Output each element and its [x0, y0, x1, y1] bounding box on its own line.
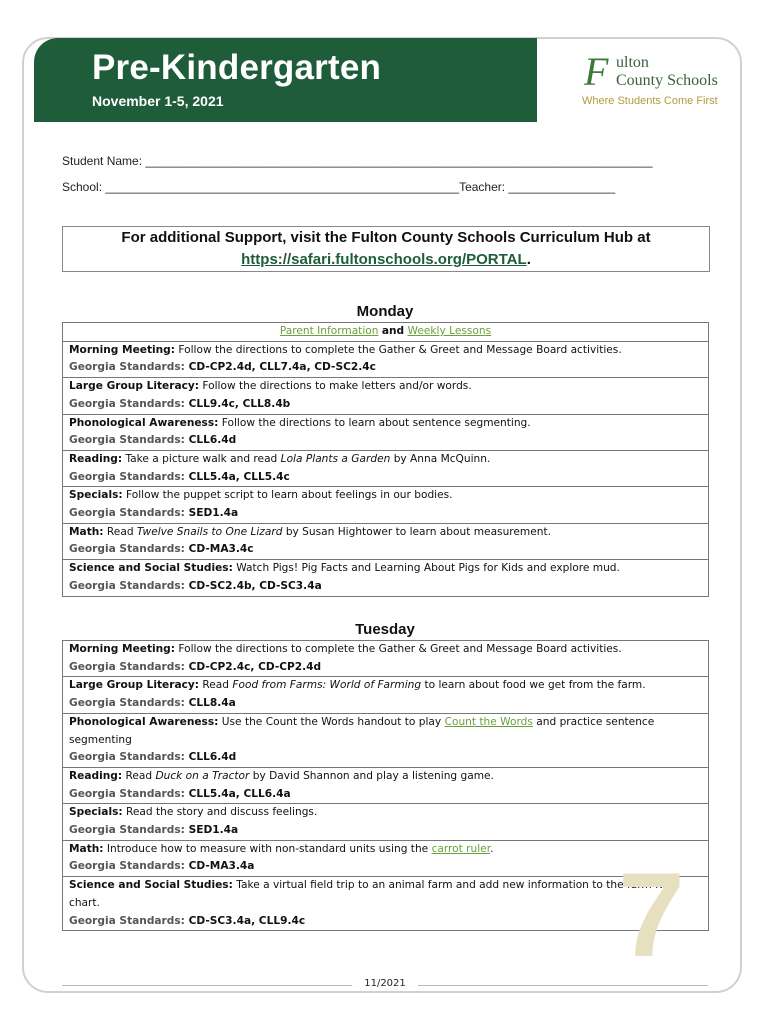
school-teacher-field[interactable]: School: _____________________________________________________Teacher: ________________ [62, 180, 616, 194]
activity-text-end: to learn about food we get from the farm. [424, 679, 646, 692]
tuesday-heading: Tuesday [355, 621, 415, 638]
activity-cell [63, 713, 709, 767]
page-title: Pre-Kindergarten [92, 48, 382, 87]
fulton-county-schools-logo [578, 48, 718, 112]
standards-label: Georgia Standards: [69, 507, 185, 520]
activity-text: Follow the directions to make letters and/or words. [202, 380, 472, 393]
standards-label: Georgia Standards: [69, 470, 185, 483]
date-range: November 1-5, 2021 [92, 93, 224, 109]
activity-cell [63, 378, 709, 414]
book-title: Duck on a Tractor [155, 769, 250, 782]
standards-label: Georgia Standards: [69, 824, 185, 837]
activity-row [63, 840, 709, 876]
activity-text: Follow the puppet script to learn about feelings in our bodies. [126, 489, 453, 502]
monday-links-row [63, 323, 709, 342]
georgia-standards [69, 749, 702, 767]
activity-text: Take a virtual field trip to an animal farm and add new information to the farm KWL chart. [69, 879, 679, 909]
activity-cell [63, 414, 709, 450]
activity-description [69, 714, 702, 749]
support-text: For additional Support, visit the Fulton County Schools Curriculum Hub at [121, 229, 651, 246]
standards-label: Georgia Standards: [69, 434, 185, 447]
activity-text: Read [202, 679, 230, 692]
activity-description [69, 677, 702, 695]
standards-codes: SED1.4a [188, 824, 239, 837]
activity-text-end: and practice sentence segmenting [69, 715, 655, 746]
resource-link[interactable]: carrot ruler [431, 842, 491, 855]
activity-text: Take a picture walk and read [125, 452, 278, 465]
standards-label: Georgia Standards: [69, 579, 185, 592]
georgia-standards [69, 858, 702, 876]
standards-codes: CLL6.4d [188, 434, 237, 447]
standards-label: Georgia Standards: [69, 914, 185, 927]
georgia-standards [69, 913, 702, 931]
activity-label: Large Group Literacy: [69, 679, 200, 692]
activity-cell [63, 560, 709, 596]
support-end: . [526, 251, 531, 268]
activity-row [63, 487, 709, 523]
standards-codes: CD-SC2.4b, CD-SC3.4a [188, 579, 322, 592]
activity-cell [63, 641, 709, 677]
activity-text: Introduce how to measure with non-standard units using the [106, 842, 429, 855]
activity-row [63, 450, 709, 486]
activity-row [63, 560, 709, 596]
standards-label: Georgia Standards: [69, 543, 185, 556]
activity-description [69, 560, 702, 578]
activity-text: Read [125, 769, 153, 782]
logo-mark: F [584, 49, 609, 94]
parent-information-link[interactable]: Parent Information [279, 325, 379, 337]
activity-label: Science and Social Studies: [69, 562, 233, 575]
activity-label: Reading: [69, 769, 123, 782]
standards-label: Georgia Standards: [69, 751, 185, 764]
activity-description [69, 804, 702, 822]
book-title: Lola Plants a Garden [280, 452, 391, 465]
activity-text-end: . [490, 842, 494, 855]
monday-heading: Monday [356, 303, 414, 320]
activity-row [63, 341, 709, 377]
activity-cell [63, 877, 709, 931]
activity-text: Follow the directions to complete the Gather & Greet and Message Board activities. [178, 643, 622, 655]
activity-label: Specials: [69, 489, 123, 502]
standards-codes: CD-MA3.4c [188, 543, 254, 556]
standards-label: Georgia Standards: [69, 397, 185, 410]
activity-cell [63, 804, 709, 840]
georgia-standards [69, 469, 702, 487]
activity-row [63, 713, 709, 767]
activity-description [69, 641, 702, 659]
activity-label: Large Group Literacy: [69, 380, 200, 393]
georgia-standards [69, 432, 702, 450]
georgia-standards [69, 822, 702, 840]
activity-label: Phonological Awareness: [69, 416, 219, 429]
monday-table [62, 322, 709, 597]
activity-description [69, 342, 702, 360]
activity-text: Follow the directions to learn about sentence segmenting. [221, 416, 531, 429]
logo-tagline: Where Students Come First [582, 95, 718, 107]
georgia-standards [69, 659, 702, 677]
monday-links-cell [63, 323, 709, 342]
footer-page-label: 11/2021 [364, 978, 406, 989]
activity-row [63, 523, 709, 559]
activity-label: Specials: [69, 806, 123, 819]
activity-text: Read the story and discuss feelings. [126, 806, 318, 819]
activity-text-end: by David Shannon and play a listening game. [252, 769, 494, 782]
weekly-lessons-link[interactable]: Weekly Lessons [407, 325, 492, 337]
activity-description [69, 451, 702, 469]
georgia-standards [69, 541, 702, 559]
activity-text-end: by Anna McQuinn. [393, 452, 491, 465]
standards-label: Georgia Standards: [69, 787, 185, 800]
activity-cell [63, 450, 709, 486]
portal-link[interactable]: https://safari.fultonschools.org/PORTAL [241, 251, 527, 268]
activity-text: Read [106, 525, 134, 538]
activity-row [63, 804, 709, 840]
standards-codes: CLL5.4a, CLL6.4a [188, 787, 291, 800]
activity-cell [63, 341, 709, 377]
activity-row [63, 641, 709, 677]
logo-line-2: County Schools [616, 72, 718, 89]
activity-label: Science and Social Studies: [69, 879, 233, 892]
georgia-standards [69, 396, 702, 414]
support-notice [62, 226, 710, 272]
activity-label: Reading: [69, 452, 123, 465]
standards-label: Georgia Standards: [69, 361, 185, 374]
activity-row [63, 378, 709, 414]
standards-codes: CD-SC3.4a, CLL9.4c [188, 914, 306, 927]
resource-link[interactable]: Count the Words [444, 715, 533, 728]
tuesday-table [62, 640, 709, 931]
standards-codes: CLL6.4d [188, 751, 237, 764]
logo-line-1: ulton [616, 54, 649, 71]
standards-label: Georgia Standards: [69, 660, 185, 673]
georgia-standards [69, 359, 702, 377]
activity-cell [63, 767, 709, 803]
activity-description [69, 487, 702, 505]
activity-description [69, 768, 702, 786]
activity-text: Watch Pigs! Pig Facts and Learning About Pigs for Kids and explore mud. [236, 562, 620, 575]
activity-label: Morning Meeting: [69, 643, 175, 655]
standards-codes: CLL9.4c, CLL8.4b [188, 397, 291, 410]
activity-label: Math: [69, 525, 104, 538]
book-title: Food from Farms: World of Farming [232, 679, 422, 692]
support-link-line [63, 249, 709, 271]
standards-codes: CLL8.4a [188, 697, 236, 710]
standards-label: Georgia Standards: [69, 697, 185, 710]
georgia-standards [69, 505, 702, 523]
activity-text: Follow the directions to complete the Gather & Greet and Message Board activities. [178, 343, 622, 356]
activity-label: Phonological Awareness: [69, 715, 219, 728]
activity-description [69, 841, 702, 859]
activity-row [63, 414, 709, 450]
student-name-field[interactable]: Student Name: ____________________________________________________________________________ [62, 154, 653, 168]
activity-cell [63, 840, 709, 876]
activity-description [69, 524, 702, 542]
activity-description [69, 877, 702, 912]
links-and-text: and [381, 325, 405, 337]
standards-label: Georgia Standards: [69, 860, 185, 873]
activity-row [63, 677, 709, 713]
activity-text-end: by Susan Hightower to learn about measurement. [285, 525, 552, 538]
standards-codes: SED1.4a [188, 507, 239, 520]
book-title: Twelve Snails to One Lizard [136, 525, 283, 538]
standards-codes: CD-CP2.4c, CD-CP2.4d [188, 660, 322, 673]
activity-row [63, 877, 709, 931]
standards-codes: CLL5.4a, CLL5.4c [188, 470, 290, 483]
activity-row [63, 767, 709, 803]
activity-cell [63, 487, 709, 523]
activity-description [69, 378, 702, 396]
georgia-standards [69, 695, 702, 713]
georgia-standards [69, 786, 702, 804]
standards-codes: CD-MA3.4a [188, 860, 255, 873]
activity-description [69, 415, 702, 433]
activity-cell [63, 523, 709, 559]
activity-text: Use the Count the Words handout to play [221, 715, 442, 728]
activity-label: Math: [69, 842, 104, 855]
standards-codes: CD-CP2.4d, CLL7.4a, CD-SC2.4c [188, 361, 376, 374]
activity-cell [63, 677, 709, 713]
activity-label: Morning Meeting: [69, 343, 175, 356]
georgia-standards [69, 578, 702, 596]
seven-watermark: 7 [618, 848, 685, 982]
